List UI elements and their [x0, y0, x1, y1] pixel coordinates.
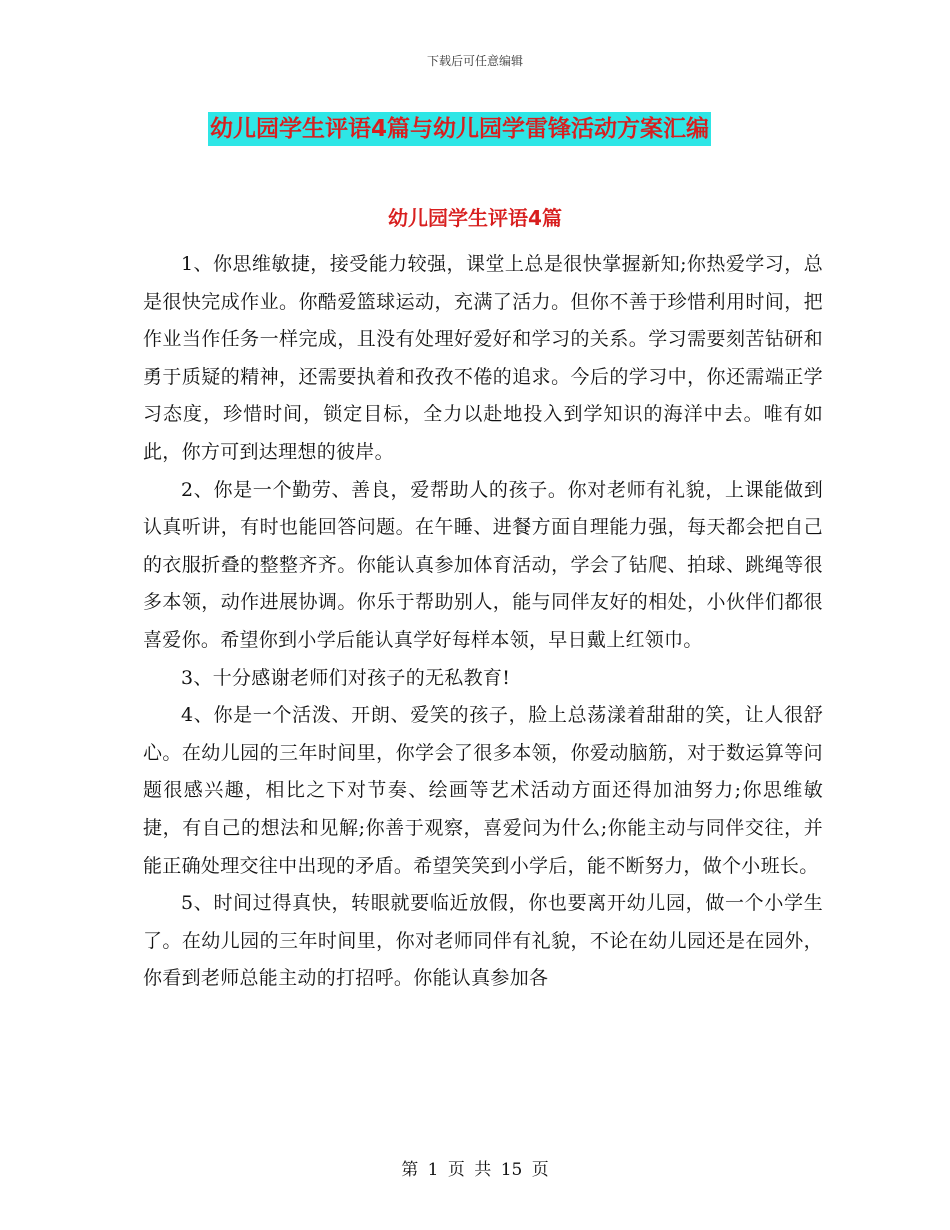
paragraph-3: 3、十分感谢老师们对孩子的无私教育! [181, 666, 511, 689]
page-footer: 第 1 页 共 15 页 [401, 1160, 549, 1180]
header-note: 下载后可任意编辑 [426, 54, 523, 68]
paragraph-5: 5、时间过得真快，转眼就要临近放假，你也要离开幼儿园，做一个小学生了。在幼儿园的三年时间里，你对老师同伴有礼貌，不论在幼儿园还是在园外，你看到老师总能主动的打招呼。你能认真参加各 [143, 892, 823, 990]
body-text [143, 246, 823, 998]
document-title: 幼儿园学生评语4篇与幼儿园学雷锋活动方案汇编 [208, 112, 711, 146]
paragraph-4: 4、你是一个活泼、开朗、爱笑的孩子，脸上总荡漾着甜甜的笑，让人很舒心。在幼儿园的三年时间里，你学会了很多本领，你爱动脑筋，对于数运算等问题很感兴趣，相比之下对节奏、绘画等艺术活动方面还得加油努力;你思维敏捷，有自己的想法和见解;你善于观察，喜爱问为什么;你能主动与同伴交往，并能正确处理交往中出现的矛盾。希望笑笑到小学后，能不断努力，做个小班长。 [143, 704, 823, 877]
paragraph-2: 2、你是一个勤劳、善良，爱帮助人的孩子。你对老师有礼貌，上课能做到认真听讲，有时也能回答问题。在午睡、进餐方面自理能力强，每天都会把自己的衣服折叠的整整齐齐。你能认真参加体育活动，学会了钻爬、拍球、跳绳等很多本领，动作进展协调。你乐于帮助别人，能与同伴友好的相处，小伙伴们都很喜爱你。希望你到小学后能认真学好每样本领，早日戴上红领巾。 [143, 478, 823, 651]
paragraph-1: 1、你思维敏捷，接受能力较强，课堂上总是很快掌握新知;你热爱学习，总是很快完成作业。你酷爱篮球运动，充满了活力。但你不善于珍惜利用时间，把作业当作任务一样完成，且没有处理好爱好和学习的关系。学习需要刻苦钻研和勇于质疑的精神，还需要执着和孜孜不倦的追求。今后的学习中，你还需端正学习态度，珍惜时间，锁定目标，全力以赴地投入到学知识的海洋中去。唯有如此，你方可到达理想的彼岸。 [143, 253, 823, 463]
section-title: 幼儿园学生评语4篇 [388, 206, 562, 230]
